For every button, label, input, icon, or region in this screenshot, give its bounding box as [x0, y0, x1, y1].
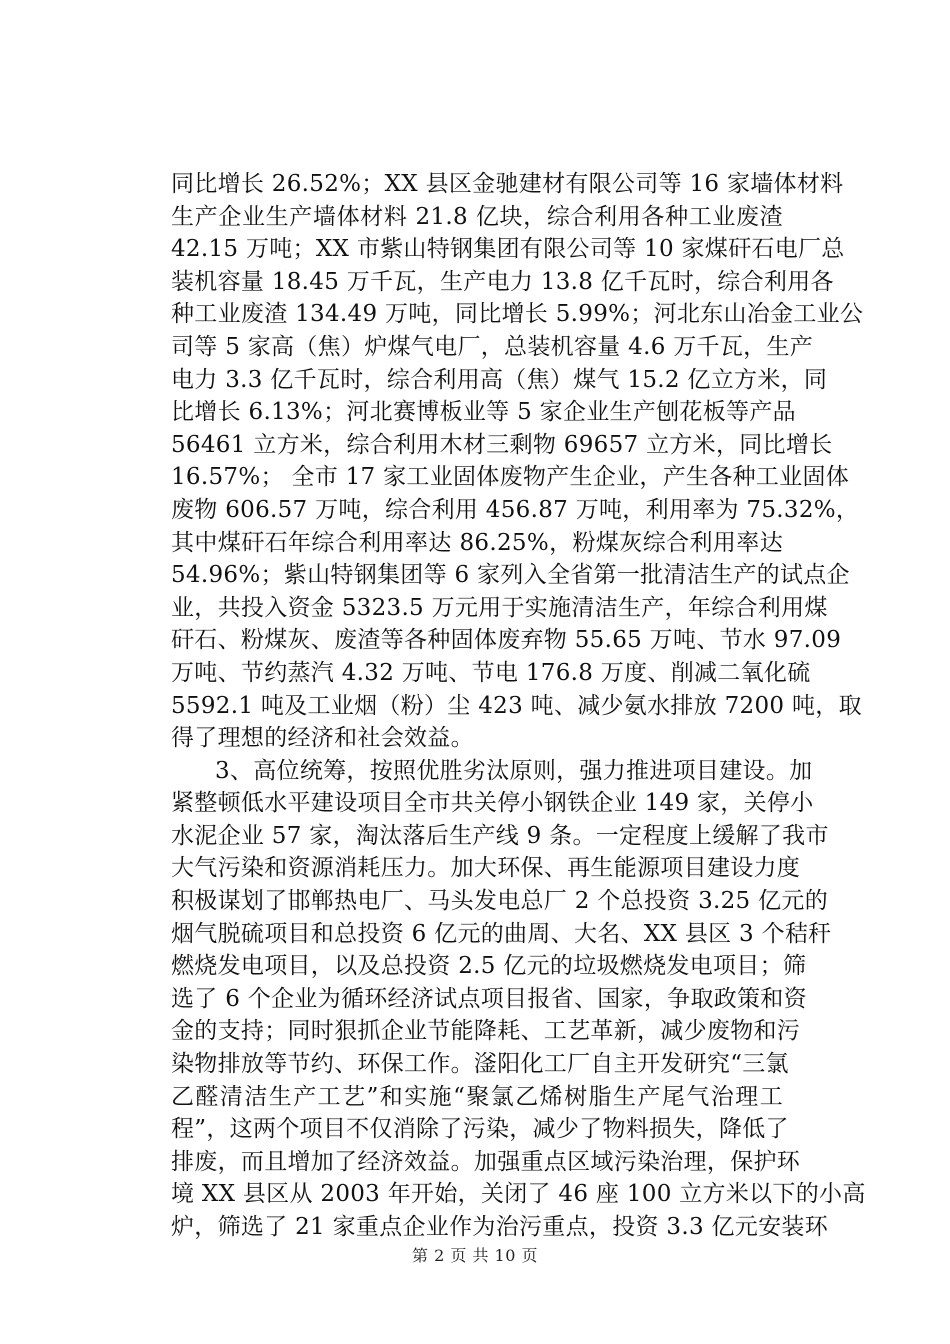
text-line: 54.96%；紫山特钢集团等 6 家列入全省第一批清洁生产的试点企 — [171, 562, 850, 589]
text-line: 大气污染和资源消耗压力。加大环保、再生能源项目建设力度 — [171, 855, 801, 882]
text-line: 积极谋划了邯郸热电厂、马头发电总厂 2 个总投资 3.25 亿元的 — [171, 888, 828, 915]
text-line: 紧整顿低水平建设项目全市共关停小钢铁企业 149 家，关停小 — [171, 790, 814, 817]
text-line: 万吨、节约蒸汽 4.32 万吨、节电 176.8 万度、削减二氧化硫 — [171, 659, 811, 686]
text-line: 业，共投入资金 5323.5 万元用于实施清洁生产，年综合利用煤 — [171, 594, 828, 621]
text-line: 染物排放等节约、环保工作。滏阳化工厂自主开发研究“三氯 — [171, 1051, 789, 1078]
text-line: 生产企业生产墙体材料 21.8 亿块，综合利用各种工业废渣 — [171, 203, 783, 230]
page-number-footer: 第 2 页 共 10 页 — [412, 1246, 538, 1265]
text-line: 5592.1 吨及工业烟（粉）尘 423 吨、减少氨水排放 7200 吨，取 — [171, 692, 862, 719]
text-line: 电力 3.3 亿千瓦时，综合利用高（焦）煤气 15.2 亿立方米，同 — [171, 366, 828, 393]
text-line: 炉，筛选了 21 家重点企业作为治污重点，投资 3.3 亿元安装环 — [171, 1214, 828, 1240]
text-line: 水泥企业 57 家，淘汰落后生产线 9 条。一定程度上缓解了我市 — [171, 822, 829, 849]
text-line: 同比增长 26.52%；XX 县区金驰建材有限公司等 16 家墙体材料 — [171, 171, 844, 197]
text-line: 司等 5 家高（焦）炉煤气电厂，总装机容量 4.6 万千瓦，生产 — [171, 333, 814, 360]
text-line: 比增长 6.13%；河北赛博板业等 5 家企业生产刨花板等产品 — [171, 399, 796, 426]
text-line: 其中煤矸石年综合利用率达 86.25%，粉煤灰综合利用率达 — [171, 529, 783, 556]
text-line: 金的支持；同时狠抓企业节能降耗、工艺革新，减少废物和污 — [171, 1018, 801, 1045]
text-line: 程”，这两个项目不仅消除了污染，减少了物料损失，降低了 — [171, 1116, 789, 1143]
text-line: 56461 立方米，综合利用木材三剩物 69657 立方米，同比增长 — [171, 431, 833, 458]
text-line: 得了理想的经济和社会效益。 — [171, 725, 474, 752]
text-line: 42.15 万吨；XX 市紫山特钢集团有限公司等 10 家煤矸石电厂总 — [171, 236, 845, 263]
text-line: 燃烧发电项目，以及总投资 2.5 亿元的垃圾燃烧发电项目；筛 — [171, 953, 807, 980]
text-line: 废物 606.57 万吨，综合利用 456.87 万吨，利用率为 75.32%， — [171, 496, 860, 523]
document-body — [171, 168, 866, 1244]
text-line: 矸石、粉煤灰、废渣等各种固体废弃物 55.65 万吨、节水 97.09 — [171, 627, 842, 654]
text-line: 烟气脱硫项目和总投资 6 亿元的曲周、大名、XX 县区 3 个秸秆 — [171, 920, 832, 947]
text-line: 境 XX 县区从 2003 年开始，关闭了 46 座 100 立方米以下的小高 — [171, 1181, 866, 1208]
text-line: 排废，而且增加了经济效益。加强重点区域污染治理，保护环 — [171, 1148, 801, 1175]
text-line: 乙醛清洁生产工艺”和实施“聚氯乙烯树脂生产尾气治理工 — [171, 1083, 783, 1110]
paragraph-first-line: 3、高位统筹，按照优胜劣汰原则，强力推进项目建设。加 — [215, 757, 813, 784]
text-line: 选了 6 个企业为循环经济试点项目报省、国家，争取政策和资 — [171, 985, 807, 1012]
text-line: 种工业废渣 134.49 万吨，同比增长 5.99%；河北东山冶金工业公 — [171, 301, 864, 328]
text-line: 装机容量 18.45 万千瓦，生产电力 13.8 亿千瓦时，综合利用各 — [171, 268, 834, 295]
text-line: 16.57%； 全市 17 家工业固体废物产生企业，产生各种工业固体 — [171, 464, 850, 491]
